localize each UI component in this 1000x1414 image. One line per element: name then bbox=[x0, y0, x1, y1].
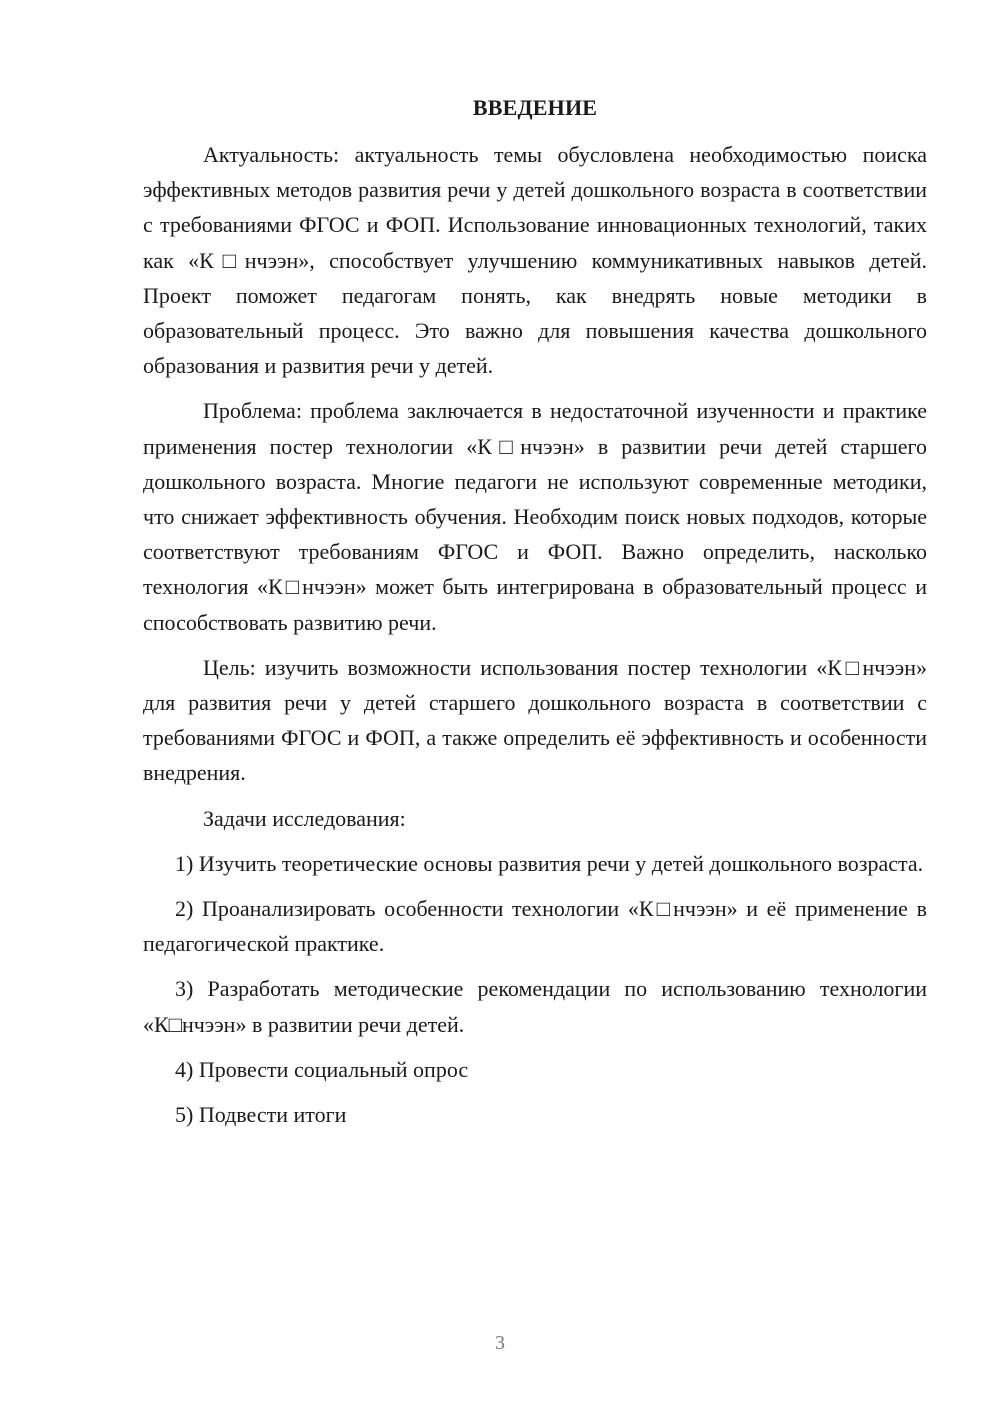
page-title: ВВЕДЕНИЕ bbox=[472, 95, 598, 120]
paragraph-relevance: Актуальность: актуальность темы обусловлена необходимостью поиска эффективных методов развития речи у детей дошкольного возраста в соответствии с требованиями ФГОС и ФОП. Использование инновационных технологий, таких как «К□нчээн», способствует улучшению коммуникативных навыков детей. Проект поможет педагогам понять, как внедрять новые методики в образовательный процесс. Это важно для повышения качества дошкольного образования и развития речи у детей. bbox=[143, 142, 927, 379]
tasks-list bbox=[143, 846, 927, 1132]
page-number: 3 bbox=[495, 1332, 505, 1354]
list-item: 2) Проанализировать особенности технологии «К□нчээн» и её применение в педагогической практике. bbox=[143, 896, 927, 957]
list-item: 5) Подвести итоги bbox=[175, 1102, 347, 1128]
list-item: 3) Разработать методические рекомендации по использованию технологии «К□нчээн» в развитии речи детей. bbox=[143, 976, 927, 1037]
list-item: 4) Провести социальный опрос bbox=[175, 1056, 469, 1082]
tasks-heading: Задачи исследования: bbox=[203, 805, 406, 831]
document-page bbox=[143, 95, 927, 1132]
list-item: 1) Изучить теоретические основы развития речи у детей дошкольного возраста. bbox=[175, 850, 924, 876]
paragraph-problem: Проблема: проблема заключается в недостаточной изученности и практике применения постер технологии «К□нчээн» в развитии речи детей старшего дошкольного возраста. Многие педагоги не используют современные методики, что снижает эффективность обучения. Необходим поиск новых подходов, которые соответствуют требованиям ФГОС и ФОП. Важно определить, насколько технология «К□нчээн» может быть интегрирована в образовательный процесс и способствовать развитию речи. bbox=[143, 398, 927, 635]
paragraph-goal: Цель: изучить возможности использования постер технологии «К□нчээн» для развития речи у детей старшего дошкольного возраста в соответствии с требованиями ФГОС и ФОП, а также определить её эффективность и особенности внедрения. bbox=[143, 654, 927, 786]
